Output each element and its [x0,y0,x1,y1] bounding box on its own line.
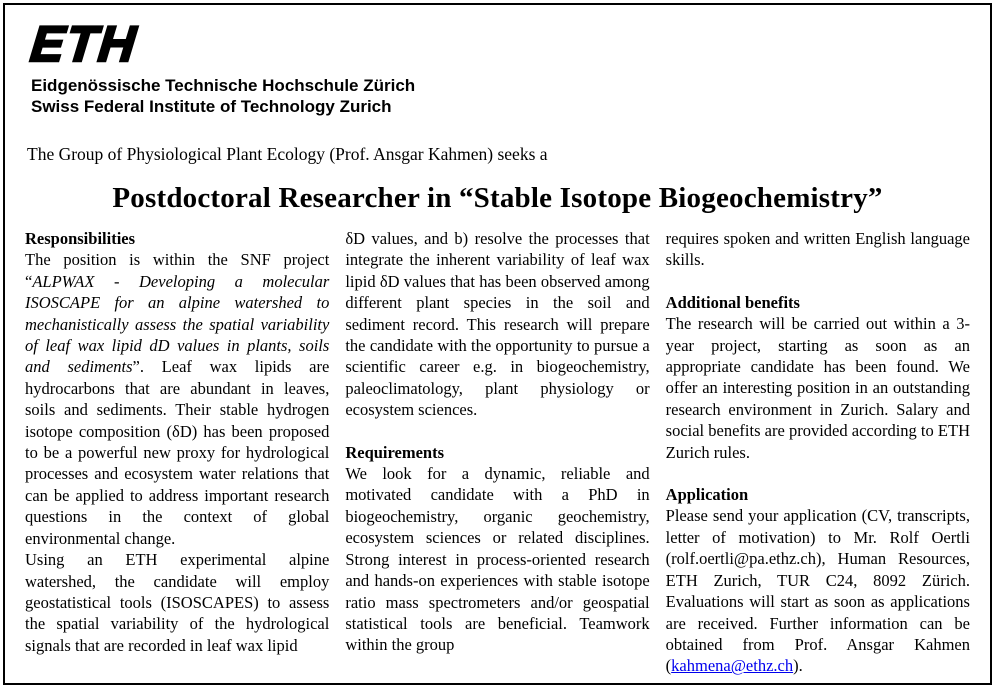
document-header [28,16,990,117]
column-benefits-application [666,228,970,677]
paragraph-language-skills: requires spoken and written English language skills. [665,229,970,270]
paragraph-text: The position is within the SNF project “ [25,250,330,291]
institution-names [31,75,990,117]
column-responsibilities [25,228,329,677]
section-heading-requirements: Requirements [345,442,445,462]
paragraph-text: ). [793,656,803,676]
document-page [3,3,992,685]
paragraph-application-instructions [666,505,970,676]
institution-name-english: Swiss Federal Institute of Technology Zurich [31,97,392,116]
paragraph-text: Please send your application (CV, transcripts, letter of motivation) to Mr. Rolf Oertli (rolf.oertli@pa.ethz.ch), Human Resources, ETH Zurich, TUR C24, 8092 Zürich. Evaluations will start as soon as applications are received. Further information can be obtained from Prof. Ansgar Kahmen ( [665,506,970,676]
job-title: Postdoctoral Researcher in “Stable Isotope Biogeochemistry” [112,182,883,214]
paragraph-benefits: The research will be carried out within a 3-year project, starting as soon as an appropriate candidate has been found. We offer an interesting position in an outstanding research environment in Zurich. Salary and social benefits are provided according to ETH Zurich rules. [665,314,970,462]
paragraph-methods: Using an ETH experimental alpine watershed, the candidate will employ geostatistical tools (ISOSCAPES) to assess the spatial variability of the hydrological signals that are recorded in leaf wax lipid [25,550,330,655]
section-heading-application: Application [665,485,749,505]
section-heading-responsibilities: Responsibilities [25,229,136,248]
intro-line: The Group of Physiological Plant Ecology (Prof. Ansgar Kahmen) seeks a [27,144,548,164]
project-title-italic: ALPWAX - Developing a molecular ISOSCAPE for an alpine watershed to mechanistically assess the spatial variability of leaf wax lipid dD values in plants, soils and sediments [25,271,330,377]
body-columns [5,215,990,677]
section-heading-additional-benefits: Additional benefits [665,292,800,312]
paragraph-text: ”. Leaf wax lipids are hydrocarbons that are abundant in leaves, soils and sediments. Their stable hydrogen isotope composition (δD) has been proposed to be a powerful new proxy for hydrological processes and ecosystem water relations that can be applied to address important research questions in the context of global environmental change. [25,357,330,548]
paragraph-candidate-profile: We look for a dynamic, reliable and motivated candidate with a PhD in biogeochemistry, organic geochemistry, ecosystem sciences or related disciplines. Strong interest in process-oriented research and hands-on experiences with stable isotope ratio mass spectrometers and/or geospatial statistical tools are beneficial. Teamwork within the group [345,464,650,655]
column-requirements [345,228,649,677]
paragraph-research-goals: δD values, and b) resolve the processes that integrate the inherent variability of leaf wax lipid δD values that has been observed among different plant species in the soil and sediment record. This research will prepare the candidate with the opportunity to pursue a scientific career e.g. in biogeochemistry, paleoclimatology, plant physiology or ecosystem sciences. [345,229,650,420]
institution-name-german: Eidgenössische Technische Hochschule Zürich [31,76,416,95]
paragraph-project-description [25,249,329,549]
eth-logo: ETH [28,16,140,72]
email-link-kahmen[interactable]: kahmena@ethz.ch [671,656,794,676]
